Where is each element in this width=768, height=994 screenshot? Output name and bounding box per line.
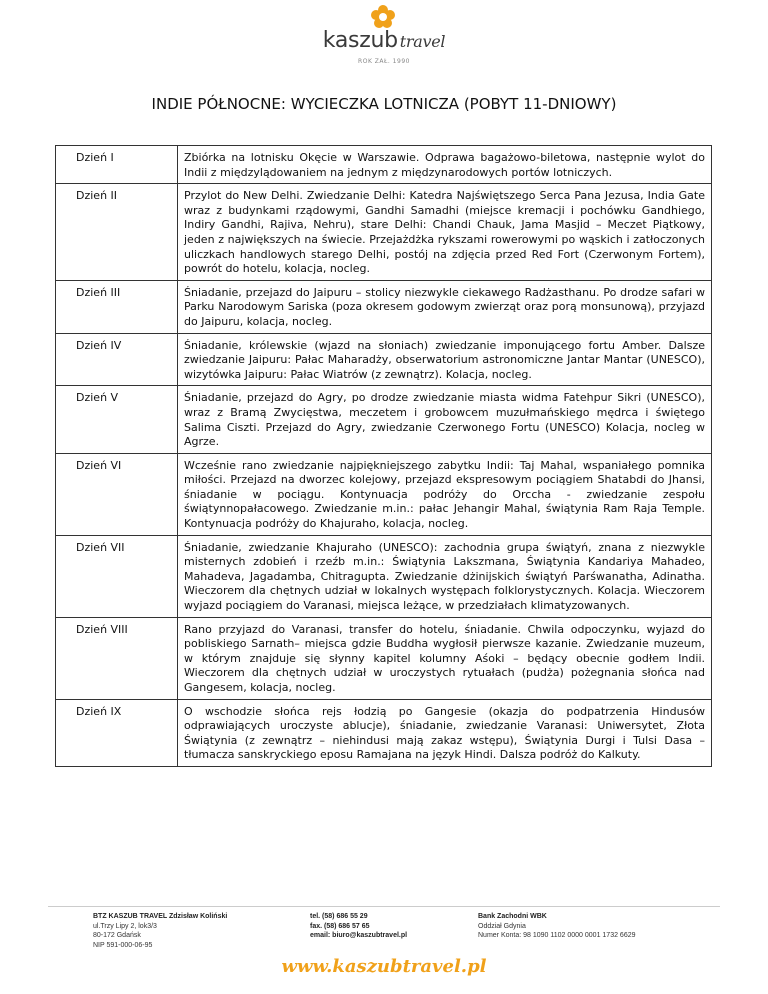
footer-email[interactable]: email: biuro@kaszubtravel.pl: [310, 932, 408, 939]
page-title: INDIE PÓŁNOCNE: WYCIECZKA LOTNICZA (POBYT 11-DNIOWY): [151, 95, 617, 113]
day-label: Dzień V: [56, 386, 178, 453]
day-label: Dzień VI: [56, 453, 178, 535]
itinerary-row: [56, 386, 712, 453]
day-label: Dzień III: [56, 280, 178, 333]
footer-bank-name: Bank Zachodni WBK: [478, 913, 547, 920]
logo-wordmark: [0, 28, 768, 53]
day-label: Dzień II: [56, 184, 178, 281]
day-label: Dzień IX: [56, 699, 178, 766]
day-description: Śniadanie, królewskie (wjazd na słoniach) zwiedzanie imponującego fortu Amber. Dalsze zwiedzanie Jaipuru: Pałac Maharadży, obserwatorium astronomiczne Jantar Mantar (UNESCO), wizytówka Jaipuru: Pałac Wiatrów (z zewnątrz). Kolacja, nocleg.: [178, 333, 712, 386]
itinerary-row: [56, 333, 712, 386]
footer-divider: [48, 906, 720, 907]
day-description: Śniadanie, przejazd do Agry, po drodze zwiedzanie miasta widma Fatehpur Sikri (UNESCO), wraz z Bramą Zwycięstwa, meczetem i grobowcem muzułmańskiego mędrca i świętego Salima Ciszti. Przejazd do Agry, zwiedzanie Czerwonego Fortu (UNESCO) Kolacja, nocleg w Agrze.: [178, 386, 712, 453]
footer-company: [93, 912, 227, 950]
footer-bank-account: Numer Konta: 98 1090 1102 0000 0001 1732 6629: [478, 932, 636, 939]
logo-suffix: travel: [399, 32, 446, 51]
footer-company-street: ul.Trzy Lipy 2, lok3/3: [93, 922, 157, 930]
day-label: Dzień VII: [56, 535, 178, 617]
footer-company-city: 80-172 Gdańsk: [93, 932, 141, 939]
day-label: Dzień IV: [56, 333, 178, 386]
footer-contact: [310, 912, 407, 941]
day-description: Rano przyjazd do Varanasi, transfer do hotelu, śniadanie. Chwila odpoczynku, wyjazd do pobliskiego Sarnath– miejsca gdzie Buddha wygłosił pierwsze kazanie. Zwiedzanie muzeum, w którym znajduje się słynny kapitel kolumny Aśoki – będący obecnie godłem Indii. Wieczorem dla chętnych udział w uroczystych rytuałach (pudża) pożegnania słońca nad Gangesem, kolacja, nocleg.: [178, 617, 712, 699]
logo-name: kaszub: [322, 28, 398, 53]
itinerary-row: [56, 617, 712, 699]
footer-company-nip: NIP 591-000-06-95: [93, 941, 153, 949]
day-label: Dzień I: [56, 146, 178, 184]
itinerary-row: [56, 146, 712, 184]
footer-website-link[interactable]: www.kaszubtravel.pl: [281, 956, 487, 977]
itinerary-row: [56, 184, 712, 281]
itinerary-row: [56, 453, 712, 535]
day-description: O wschodzie słońca rejs łodzią po Gangesie (okazja do podpatrzenia Hindusów odprawiających uroczyste ablucje), śniadanie, zwiedzanie Varanasi: Uniwersytet, Złota Świątynia (z zewnątrz – niehindusi mają zakaz wstępu), Świątynia Durgi i Tulsi Dasa – tłumacza sanskryckiego eposu Ramajana na język Hindi. Dalsza podróż do Kalkuty.: [178, 699, 712, 766]
footer-company-name: BTZ KASZUB TRAVEL Zdzisław Koliński: [93, 913, 228, 920]
footer-bank: [478, 912, 636, 941]
footer-phone: tel. (58) 686 55 29: [310, 913, 368, 920]
itinerary-row: [56, 535, 712, 617]
itinerary-row: [56, 280, 712, 333]
itinerary-row: [56, 699, 712, 766]
itinerary-table: [55, 145, 712, 767]
company-logo: [0, 0, 768, 70]
day-label: Dzień VIII: [56, 617, 178, 699]
day-description: Przylot do New Delhi. Zwiedzanie Delhi: Katedra Najświętszego Serca Pana Jezusa, India Gate wraz z budynkami rządowymi, Gandhi Samadhi (miejsce kremacji i pochówku Gandhiego, Indiry Gandhi, Rajiva, Nehru), stare Delhi: Chandi Chauk, Jama Masjid – Meczet Piątkowy, jeden z największych na świecie. Przejażdżka rykszami rowerowymi po wąskich i zatłoczonych uliczkach handlowych starego Delhi, postój na zdjęcia przed Red Fort (Czerwonym Fortem), powrót do hotelu, kolacja, nocleg.: [178, 184, 712, 281]
footer-bank-branch: Oddział Gdynia: [478, 922, 526, 930]
day-description: Śniadanie, zwiedzanie Khajuraho (UNESCO): zachodnia grupa świątyń, znana z niezwykle misternych zdobień i rzeźb m.in.: Świątynia Lakszmana, Świątynia Kandariya Mahadeo, Mahadeva, Jagadamba, Chitragupta. Zwiedzanie dżinijskich świątyń Parśwanatha, Adinatha. Wieczorem dla chętnych udział w lokalnych występach folklorystycznych. Kolacja. Wieczorem wyjazd pociągiem do Varanasi, miejsca leżące, w przedziałach klimatyzowanych.: [178, 535, 712, 617]
logo-tagline: ROK ZAŁ. 1990: [358, 58, 410, 65]
footer-fax: fax. (58) 686 57 65: [310, 922, 370, 930]
flower-logo-icon: [370, 4, 396, 30]
day-description: Wcześnie rano zwiedzanie najpiękniejszego zabytku Indii: Taj Mahal, wspaniałego pomnika miłości. Przejazd na dworzec kolejowy, przejazd ekspresowym pociągiem Shatabdi do Jhansi, śniadanie w pociągu. Kontynuacja podróży do Orccha - zwiedzanie zespołu świątynnopałacowego. Zwiedzanie m.in.: pałac Jehangir Mahal, świątynia Ram Raja Temple. Kontynuacja podróży do Khajuraho, kolacja, nocleg.: [178, 453, 712, 535]
day-description: Zbiórka na lotnisku Okęcie w Warszawie. Odprawa bagażowo-biletowa, następnie wylot do Indii z międzylądowaniem na jednym z międzynarodowych portów lotniczych.: [178, 146, 712, 184]
day-description: Śniadanie, przejazd do Jaipuru – stolicy niezwykle ciekawego Radżasthanu. Po drodze safari w Parku Narodowym Sariska (poza okresem godowym zwierząt oraz porą monsunową), przyjazd do Jaipuru, kolacja, nocleg.: [178, 280, 712, 333]
